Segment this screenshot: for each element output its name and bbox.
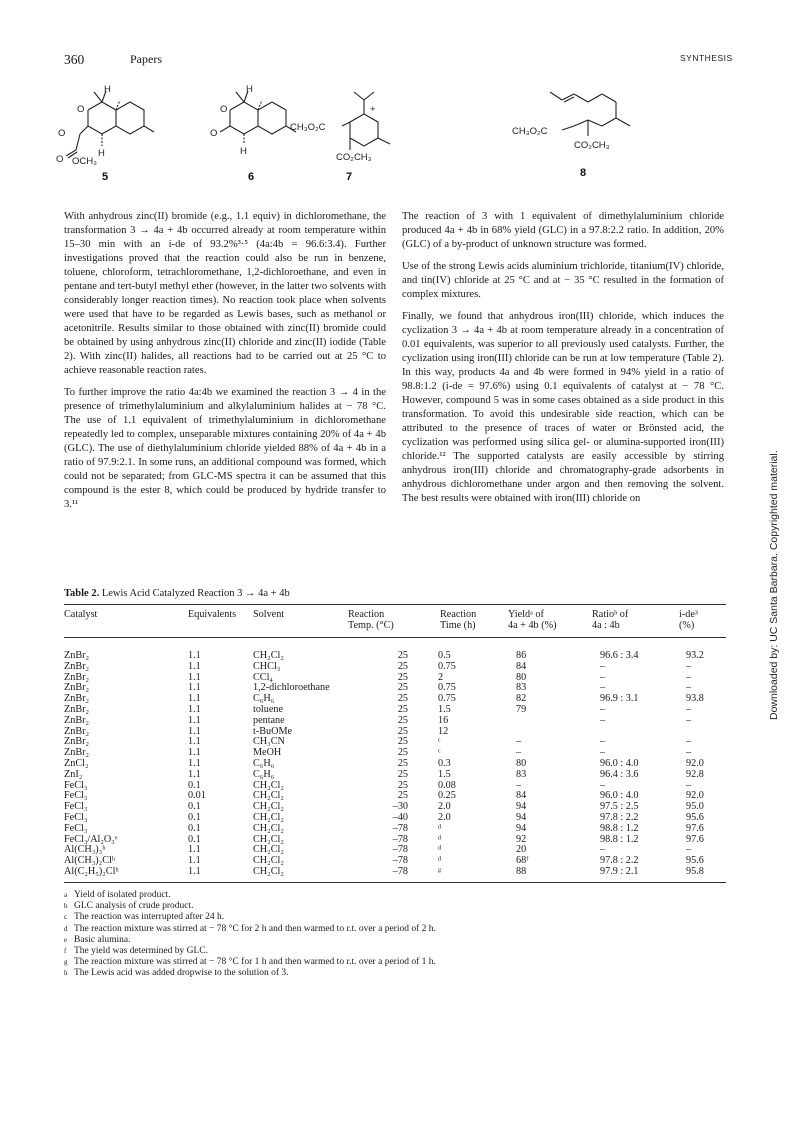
table-row (64, 651, 726, 662)
structure-6-label: H (246, 84, 253, 95)
table-cell: 86 (516, 650, 527, 661)
table-cell: – (686, 747, 692, 759)
table-cell: ᶜ (438, 747, 441, 759)
table-cell: –78 (392, 855, 408, 867)
table-cell: 25 (397, 736, 408, 748)
table-cell: Al(CH₃)₂Clʰ (64, 855, 116, 867)
table-cell: 1.1 (188, 768, 201, 780)
footnote-mark: b (64, 902, 68, 911)
footnote-text: Yield of isolated product. (74, 890, 171, 900)
table-cell: –78 (392, 844, 408, 856)
table-cell: 82 (516, 693, 527, 705)
table-cell: CCl₄ (253, 671, 273, 683)
table-cell: 88 (516, 865, 527, 877)
table-cell: 92.0 (686, 790, 704, 802)
table-cell: ᵈ (438, 855, 442, 867)
journal-name: SYNTHESIS (680, 53, 733, 63)
table-cell: 1.1 (188, 855, 201, 867)
footnote-text: The Lewis acid was added dropwise to the solution of 3. (74, 968, 289, 979)
table-cell: 25 (397, 768, 408, 780)
structure-7-label: CH₃O₂C (290, 122, 326, 133)
table-cell: 97.6 (686, 833, 704, 845)
table-cell: t-BuOMe (253, 725, 293, 737)
table-cell: – (686, 682, 692, 694)
structure-6-drawing (220, 91, 296, 144)
table-row (64, 705, 726, 716)
table-cell: CH₂Cl₂ (253, 790, 284, 802)
paragraph: With anhydrous zinc(II) bromide (e.g., 1.1 equiv) in dichloromethane, the transformation 3 → 4a + 4b occurred already at room temperature within 15–30 min with an i-de of 93.2%³·⁵ (4a:4b = 96.6:3.4). Further investigations proved that the reaction could also be run in benzene, toluene, chloroform, tetrachloromethane, 1,2-dichloroethane, and even in pentane and tert-butyl methyl ether (however, in the latter two solvents with considerably longer reaction times). No reaction took place when solvents were used that have to be regarded as Lewis bases, such as methanol or acetonitrile. Results similar to those obtained with zinc(II) bromide could be obtained by using anhydrous zinc(II) chloride and zinc(II) iodide (Table 2). With zinc(II) halides, all reactions had to be carried out at 25 °C to achieve reasonable reaction rates. (64, 211, 387, 376)
table-cell: pentane (253, 714, 285, 726)
table-cell: ZnBr₂ (64, 660, 90, 672)
table-row (64, 716, 726, 727)
table-cell: 1.1 (188, 747, 201, 759)
table-cell: ᵈ (438, 822, 442, 834)
table-cell: 93.2 (686, 650, 704, 661)
table-cell: 25 (397, 757, 408, 769)
table-cell: 84 (516, 660, 527, 672)
table-cell: ZnBr₂ (64, 714, 90, 726)
table-cell: 2.0 (438, 811, 451, 823)
table-cell: ZnBr₂ (64, 650, 90, 661)
table-cell: 0.3 (438, 757, 451, 769)
table-cell: CH₂Cl₂ (253, 865, 284, 877)
table-cell: CH₂Cl₂ (253, 822, 284, 834)
table-cell: – (686, 844, 692, 856)
table-cell: 1.1 (188, 671, 201, 683)
table-cell: CH₂Cl₂ (253, 779, 284, 791)
table-cell: 80 (516, 757, 527, 769)
table-cell: –40 (392, 811, 408, 823)
table-cell: FeCl₃ (64, 822, 88, 834)
structure-number: 6 (248, 171, 255, 183)
table-cell: 2.0 (438, 801, 451, 813)
footnote-text: The reaction was interrupted after 24 h. (74, 912, 225, 923)
table-cell: 1.1 (188, 714, 201, 726)
table-cell: 98.8 : 1.2 (600, 822, 639, 834)
table-header-equivalents: Equivalents (188, 609, 237, 620)
table-cell: 95.0 (686, 801, 704, 813)
table-cell: – (600, 703, 606, 715)
table-cell: 2 (438, 671, 444, 683)
table-cell: – (600, 671, 606, 683)
table-cell: CH₂Cl₂ (253, 801, 284, 813)
data-table (64, 651, 726, 878)
table-cell: 97.8 : 2.2 (600, 811, 639, 823)
table-cell: 96.4 : 3.6 (600, 768, 639, 780)
table-row (64, 694, 726, 705)
table-cell: 25 (397, 682, 408, 694)
footnote-mark: e (64, 935, 68, 944)
table-header-rule (64, 637, 726, 638)
table-header-catalyst: Catalyst (64, 609, 98, 620)
table-cell: FeCl₃ (64, 779, 88, 791)
footnote (64, 957, 624, 968)
table-cell: 25 (397, 779, 408, 791)
table-cell: Al(C₂H₅)₂Clʰ (64, 865, 119, 877)
table-cell: 1.1 (188, 844, 201, 856)
structure-6-label: O (210, 128, 218, 139)
table-cell: 0.1 (188, 822, 201, 834)
table-cell: – (600, 747, 606, 759)
table-cell: ZnBr₂ (64, 682, 90, 694)
table-cell: CH₂Cl₂ (253, 650, 284, 661)
table-cell: CH₂Cl₂ (253, 833, 284, 845)
table-cell: 0.08 (438, 779, 456, 791)
table-cell: – (686, 779, 692, 791)
table-cell: 0.01 (188, 790, 206, 802)
table-cell: FeCl₃ (64, 790, 88, 802)
table-cell (600, 727, 686, 738)
structure-7-label: + (370, 104, 376, 115)
table-cell: FeCl₃ (64, 801, 88, 813)
table-cell: 0.75 (438, 682, 456, 694)
table-cell: 93.8 (686, 693, 704, 705)
table-cell: ZnBr₂ (64, 736, 90, 748)
table-cell: 95.8 (686, 865, 704, 877)
table-cell: CH₂Cl₂ (253, 844, 284, 856)
table-cell: –78 (392, 822, 408, 834)
footnote-mark: h (64, 969, 68, 978)
table-cell: 25 (397, 660, 408, 672)
footnote-mark: c (64, 913, 68, 922)
table-row (64, 737, 726, 748)
table-cell (686, 727, 726, 738)
table-cell: 79 (516, 703, 527, 715)
table-cell: – (600, 660, 606, 672)
table-cell: – (600, 714, 606, 726)
structure-5-drawing (66, 91, 154, 158)
table-cell: 25 (397, 693, 408, 705)
table-cell: 0.75 (438, 693, 456, 705)
table-cell: 96.9 : 3.1 (600, 693, 639, 705)
table-cell: 20 (516, 844, 527, 856)
table-cell: – (600, 779, 606, 791)
footnote (64, 946, 624, 957)
footnote-text: The yield was determined by GLC. (74, 946, 209, 957)
table-cell: – (516, 747, 522, 759)
table-row (64, 673, 726, 684)
table-cell: 0.1 (188, 833, 201, 845)
structure-5-label: O (77, 104, 85, 115)
table-cell: FeCl₃ (64, 811, 88, 823)
table-cell: – (686, 671, 692, 683)
table-cell: 94 (516, 822, 527, 834)
table-cell (516, 727, 600, 738)
footnote (64, 912, 624, 923)
table-cell: ZnBr₂ (64, 725, 90, 737)
table-cell: 1.1 (188, 682, 201, 694)
table-cell: – (516, 736, 522, 748)
table-cell: 83 (516, 768, 527, 780)
table-cell: 16 (438, 714, 449, 726)
structure-5-label: O (56, 154, 64, 165)
table-cell: 96.0 : 4.0 (600, 757, 639, 769)
table-header-ide: i-de³ (%) (679, 609, 698, 631)
table-bottom-rule (64, 882, 726, 883)
table-row (64, 867, 726, 878)
table-cell: – (600, 736, 606, 748)
table-cell: 94 (516, 801, 527, 813)
table-cell: C₆H₆ (253, 693, 275, 705)
section-name: Papers (130, 52, 162, 66)
table-cell: ZnBr₂ (64, 671, 90, 683)
table-cell: 25 (397, 671, 408, 683)
table-cell: 84 (516, 790, 527, 802)
table-header-temp: Reaction Temp. (°C) (348, 609, 394, 631)
table-cell: 0.75 (438, 660, 456, 672)
chemical-structures (50, 80, 750, 185)
table-cell: 98.8 : 1.2 (600, 833, 639, 845)
table-cell: – (686, 736, 692, 748)
table-cell: 25 (397, 725, 408, 737)
table-cell: 1.1 (188, 693, 201, 705)
table-cell: 25 (397, 650, 408, 661)
table-cell: 92 (516, 833, 527, 845)
footnote (64, 890, 624, 901)
table-caption-label: Table 2. (64, 588, 100, 599)
structure-6-label: H (240, 146, 247, 157)
table-cell: – (686, 714, 692, 726)
table-cell: – (600, 844, 606, 856)
table-cell: ZnI₂ (64, 768, 83, 780)
table-cell: –78 (392, 833, 408, 845)
table-cell: ᵍ (438, 865, 442, 877)
table-cell: 1.1 (188, 660, 201, 672)
left-text-column (64, 210, 386, 520)
table-cell: 92.0 (686, 757, 704, 769)
table-cell: ᵈ (438, 833, 442, 845)
footnote-mark: f (64, 947, 67, 956)
table-cell: 0.5 (438, 650, 451, 661)
footnote (64, 968, 624, 979)
table-cell: – (600, 682, 606, 694)
table-cell: FeCl₃/Al₂O₃ᵉ (64, 833, 118, 845)
table-cell: 97.5 : 2.5 (600, 801, 639, 813)
table-cell: toluene (253, 703, 283, 715)
structure-8-drawing (550, 92, 630, 136)
structure-6-label: O (220, 104, 228, 115)
paragraph: The reaction of 3 with 1 equivalent of dimethylaluminium chloride produced 4a + 4b in 68% yield (GLC) in a 97.8:2.2 ratio. In addition, 20% (GLC) of a by-product of unknown structure was formed. (402, 211, 724, 250)
table-cell: 1.5 (438, 768, 451, 780)
table-cell: 25 (397, 714, 408, 726)
table-cell (516, 716, 600, 727)
table-caption-text: Lewis Acid Catalyzed Reaction 3 → 4a + 4b (101, 588, 290, 599)
table-cell: 1.5 (438, 703, 451, 715)
table-cell: ZnCl₂ (64, 757, 89, 769)
right-text-column (402, 210, 724, 514)
structure-5-label: H (104, 84, 111, 95)
download-notice: Downloaded by: UC Santa Barbara. Copyrighted material. (768, 450, 780, 720)
table-header-ratio: Ratioᵇ of 4a : 4b (592, 609, 629, 631)
structure-7-drawing (342, 92, 390, 150)
table-cell: MeOH (253, 747, 282, 759)
page-number: 360 (64, 52, 85, 67)
table-cell: 0.1 (188, 811, 201, 823)
structure-7-label: CO₂CH₃ (336, 152, 372, 163)
table-header-time: Reaction Time (h) (440, 609, 477, 631)
table-caption (64, 588, 290, 599)
table-cell: 97.8 : 2.2 (600, 855, 639, 867)
table-cell: 1.1 (188, 703, 201, 715)
structure-8-label: CH₃O₂C (512, 126, 548, 137)
table-cell: 1.1 (188, 757, 201, 769)
table-cell: –78 (392, 865, 408, 877)
structure-5-label: OCH₃ (72, 156, 97, 167)
table-cell: – (686, 703, 692, 715)
structure-8-label: CO₂CH₃ (574, 140, 610, 151)
table-row (64, 727, 726, 738)
structure-number: 8 (580, 167, 587, 179)
table-footnotes (64, 890, 624, 980)
structure-number: 5 (102, 171, 109, 183)
footnote (64, 901, 624, 912)
structure-5-label: H (98, 148, 105, 159)
footnote-text: The reaction mixture was stirred at − 78 °C for 2 h and then warmed to r.t. over a period of 2 h. (74, 923, 436, 934)
table-cell: ZnBr₂ (64, 703, 90, 715)
table-cell: CH₂Cl₂ (253, 811, 284, 823)
table-row (64, 770, 726, 781)
footnote-mark: g (64, 958, 68, 967)
table-cell: 0.25 (438, 790, 456, 802)
table-cell: 83 (516, 682, 527, 694)
table-cell: 97.6 (686, 822, 704, 834)
table-cell: 95.6 (686, 811, 704, 823)
table-top-rule (64, 604, 726, 605)
table-cell: 25 (397, 703, 408, 715)
table-cell: ᶜ (438, 736, 441, 748)
footnote-mark: a (64, 891, 68, 899)
table-cell: 25 (397, 747, 408, 759)
structure-number: 7 (346, 171, 353, 183)
table-cell: ᵈ (438, 844, 442, 856)
table-cell: 92.8 (686, 768, 704, 780)
table-cell: – (516, 779, 522, 791)
table-cell: 1.1 (188, 736, 201, 748)
table-cell: ZnBr₂ (64, 747, 90, 759)
table-row (64, 662, 726, 673)
table-cell: 12 (438, 725, 449, 737)
table-cell: 0.1 (188, 801, 201, 813)
table-cell: CH₃CN (253, 736, 285, 748)
table-cell: CHCl₃ (253, 660, 281, 672)
table-cell: ZnBr₂ (64, 693, 90, 705)
paragraph: To further improve the ratio 4a:4b we examined the reaction 3 → 4 in the presence of trimethylaluminium and alkylaluminium halides at − 78 °C. The use of 1.1 equivalent of trimethylaluminium in dichloromethane repeatedly led to complex, unseparable mixtures containing 20% of 4a + 4b (GLC). The use of diethylaluminium chloride yielded 88% of 4a + 4b in a ratio of 97.9:2.1. In some runs, an additional compound was formed, which could not be separated; from GLC-MS spectra it can be assumed that this compound is the ester 8, which could be produced by hydride transfer to 3.¹¹ (64, 387, 386, 510)
table-cell: Al(CH₃)₃ʰ (64, 844, 106, 856)
table-header-yield: Yieldᵃ of 4a + 4b (%) (508, 609, 557, 631)
table-cell: 97.9 : 2.1 (600, 865, 639, 877)
table-cell: C₆H₆ (253, 757, 275, 769)
table-cell: 95.6 (686, 855, 704, 867)
footnote (64, 924, 624, 935)
table-cell: – (686, 660, 692, 672)
table-cell: 1.1 (188, 725, 201, 737)
table-row (64, 824, 726, 835)
table-cell: 1,2-dichloroethane (253, 682, 330, 694)
table-cell: 0.1 (188, 779, 201, 791)
structure-5-label: O (58, 128, 66, 139)
table-cell: 96.0 : 4.0 (600, 790, 639, 802)
paragraph: Finally, we found that anhydrous iron(III) chloride, which induces the cyclization 3 → 4a + 4b at room temperature already in a concentration of 0.01 equivalents, was superior to all previously used catalysts. Further, the cyclization using iron(III) chloride can be run at low temperature (Table 2). In this way, products 4a and 4b were formed in 94% yield in a ratio of 98.8:1.2 (i-de = 97.6%) using 0.1 equivalents of catalyst at − 78 °C. However, compound 5 was in some cases obtained as a side product in this transformation. To avoid this undesirable side reaction, which can be attributed to the presence of traces of water or Brönsted acid, the cyclization was performed using silica gel- or alumina-supported iron(III) chloride.¹² The supported catalysts are easily accessible by stirring anhydrous iron(III) chloride and chromatography-grade adsorbents in anhydrous dichloromethane under argon and then removing the solvent. The best results were obtained with iron(III) chloride on (402, 311, 724, 504)
footnote-text: Basic alumina. (74, 934, 131, 945)
footnote-mark: d (64, 924, 68, 933)
table-header-solvent: Solvent (253, 609, 285, 620)
table-cell: 94 (516, 811, 527, 823)
paragraph: Use of the strong Lewis acids aluminium trichloride, titanium(IV) chloride, and tin(IV) chloride at 25 °C and at − 35 °C resulted in the formation of complex mixtures. (402, 261, 724, 300)
table-cell: 1.1 (188, 865, 201, 877)
table-cell: 25 (397, 790, 408, 802)
table-cell: –30 (392, 801, 408, 813)
table-cell: 96.6 : 3.4 (600, 650, 639, 661)
table-cell: C₆H₆ (253, 768, 275, 780)
table-cell: 68ᶠ (516, 855, 529, 867)
footnote-text: The reaction mixture was stirred at − 78 °C for 1 h and then warmed to r.t. over a period of 1 h. (74, 957, 436, 968)
table-cell: 1.1 (188, 650, 201, 661)
table-cell: CH₂Cl₂ (253, 855, 284, 867)
footnote-text: GLC analysis of crude product. (74, 901, 194, 912)
footnote (64, 935, 624, 946)
table-cell: 80 (516, 671, 527, 683)
